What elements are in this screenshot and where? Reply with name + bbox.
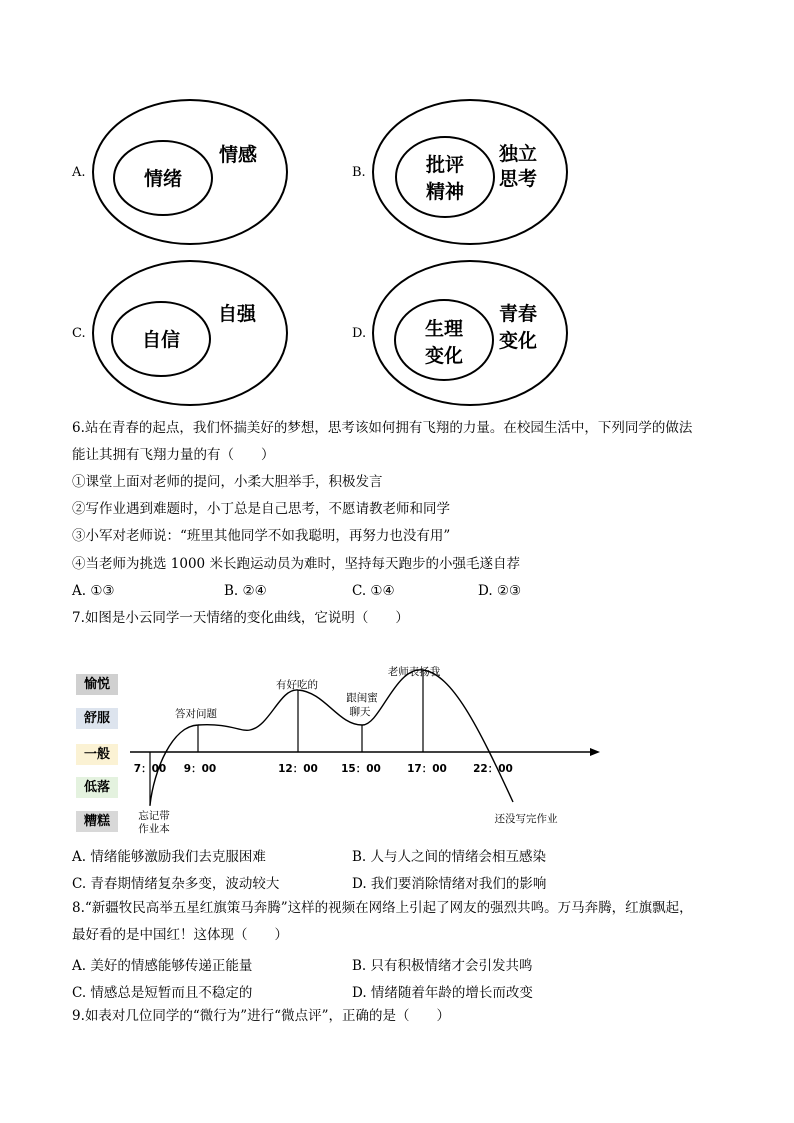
q7-option-b[interactable]: B. 人与人之间的情绪会相互感染 — [352, 849, 547, 865]
inner-ellipse — [395, 300, 493, 380]
level-3: 一般 — [76, 744, 118, 765]
q6-statement-1: ①课堂上面对老师的提问，小柔大胆举手，积极发言 — [72, 474, 383, 490]
diagram-b-inner-2: 精神 — [425, 181, 465, 203]
diagram-c — [90, 260, 290, 410]
axis-arrow-icon — [590, 748, 600, 756]
q6-stem-line-2: 能让其拥有飞翔力量的有（ ） — [72, 447, 275, 463]
q6-option-b[interactable]: B. ②④ — [224, 583, 267, 599]
diagram-b-inner-1: 批评 — [425, 154, 465, 176]
option-d-label: D. — [352, 326, 367, 341]
q8-stem-line-2: 最好看的是中国红！这体现（ ） — [72, 927, 288, 943]
diagram-d-outer-2: 变化 — [498, 330, 538, 352]
annot-7-line2: 作业本 — [138, 823, 170, 835]
diagram-a — [90, 97, 290, 247]
level-4: 低落 — [76, 777, 118, 798]
diagram-a-outer: 情感 — [218, 144, 258, 166]
diagram-d — [370, 260, 570, 410]
option-c-label: C. — [72, 326, 86, 341]
x-tick-12: 12：00 — [278, 763, 318, 775]
q8-option-a[interactable]: A. 美好的情感能够传递正能量 — [72, 958, 253, 974]
x-tick-22: 22：00 — [473, 763, 513, 775]
diagram-c-inner: 自信 — [141, 329, 181, 351]
level-1: 愉悦 — [76, 674, 118, 695]
emotion-curve — [150, 670, 513, 805]
diagram-d-outer-1: 青春 — [498, 303, 538, 325]
q6-option-d[interactable]: D. ②③ — [478, 583, 522, 599]
diagram-d-inner-2: 变化 — [424, 345, 464, 367]
outer-ellipse — [93, 100, 287, 244]
annot-15-line1: 跟闺蜜 — [346, 692, 378, 704]
annot-15-line2: 聊天 — [349, 706, 371, 718]
diagram-b — [370, 97, 570, 247]
annot-22: 还没写完作业 — [494, 813, 558, 825]
q6-statement-4: ④当老师为挑选 1000 米长跑运动员为难时，坚持每天跑步的小强毛遂自荐 — [72, 556, 520, 572]
q7-option-d[interactable]: D. 我们要消除情绪对我们的影响 — [352, 876, 547, 892]
x-tick-7: 7：00 — [133, 763, 167, 775]
q6-option-a[interactable]: A. ①③ — [72, 583, 115, 599]
x-tick-15: 15：00 — [341, 763, 381, 775]
option-b-label: B. — [352, 165, 366, 180]
annot-9: 答对问题 — [175, 708, 217, 720]
q6-statement-3: ③小军对老师说：“班里其他同学不如我聪明，再努力也没有用” — [72, 528, 451, 544]
diagram-d-inner-1: 生理 — [424, 318, 464, 340]
diagram-b-outer-1: 独立 — [498, 143, 538, 165]
level-2: 舒服 — [76, 708, 118, 729]
annot-17: 老师表扬我 — [387, 666, 441, 678]
x-tick-9: 9：00 — [183, 763, 217, 775]
diagram-b-outer-2: 思考 — [498, 168, 538, 190]
diagram-c-outer: 自强 — [217, 303, 257, 325]
outer-ellipse — [373, 100, 567, 244]
emotion-curve-chart — [120, 660, 610, 840]
outer-ellipse — [373, 261, 567, 405]
q6-statement-2: ②写作业遇到难题时，小丁总是自己思考，不愿请教老师和同学 — [72, 501, 450, 517]
q9-stem: 9.如表对几位同学的“微行为”进行“微点评”，正确的是（ ） — [72, 1008, 450, 1024]
q7-stem: 7.如图是小云同学一天情绪的变化曲线，它说明（ ） — [72, 610, 409, 626]
q8-option-d[interactable]: D. 情绪随着年龄的增长而改变 — [352, 985, 533, 1001]
q8-option-b[interactable]: B. 只有积极情绪才会引发共鸣 — [352, 958, 533, 974]
q8-stem-line-1: 8.“新疆牧民高举五星红旗策马奔腾”这样的视频在网络上引起了网友的强烈共鸣。万马奔腾，红旗飘起， — [72, 900, 693, 916]
q7-option-c[interactable]: C. 青春期情绪复杂多变，波动较大 — [72, 876, 280, 892]
q6-option-c[interactable]: C. ①④ — [352, 583, 395, 599]
diagram-a-inner: 情绪 — [143, 168, 183, 190]
outer-ellipse — [93, 261, 287, 405]
annot-7-line1: 忘记带 — [138, 810, 170, 822]
q8-option-c[interactable]: C. 情感总是短暂而且不稳定的 — [72, 985, 253, 1001]
option-a-label: A. — [72, 165, 86, 180]
level-5: 糟糕 — [76, 811, 118, 832]
x-tick-17: 17：00 — [407, 763, 447, 775]
q7-option-a[interactable]: A. 情绪能够激励我们去克服困难 — [72, 849, 266, 865]
annot-12: 有好吃的 — [276, 679, 318, 691]
q6-stem-line-1: 6.站在青春的起点，我们怀揣美好的梦想，思考该如何拥有飞翔的力量。在校园生活中，下列同学的做法 — [72, 420, 693, 436]
inner-ellipse — [396, 137, 494, 217]
